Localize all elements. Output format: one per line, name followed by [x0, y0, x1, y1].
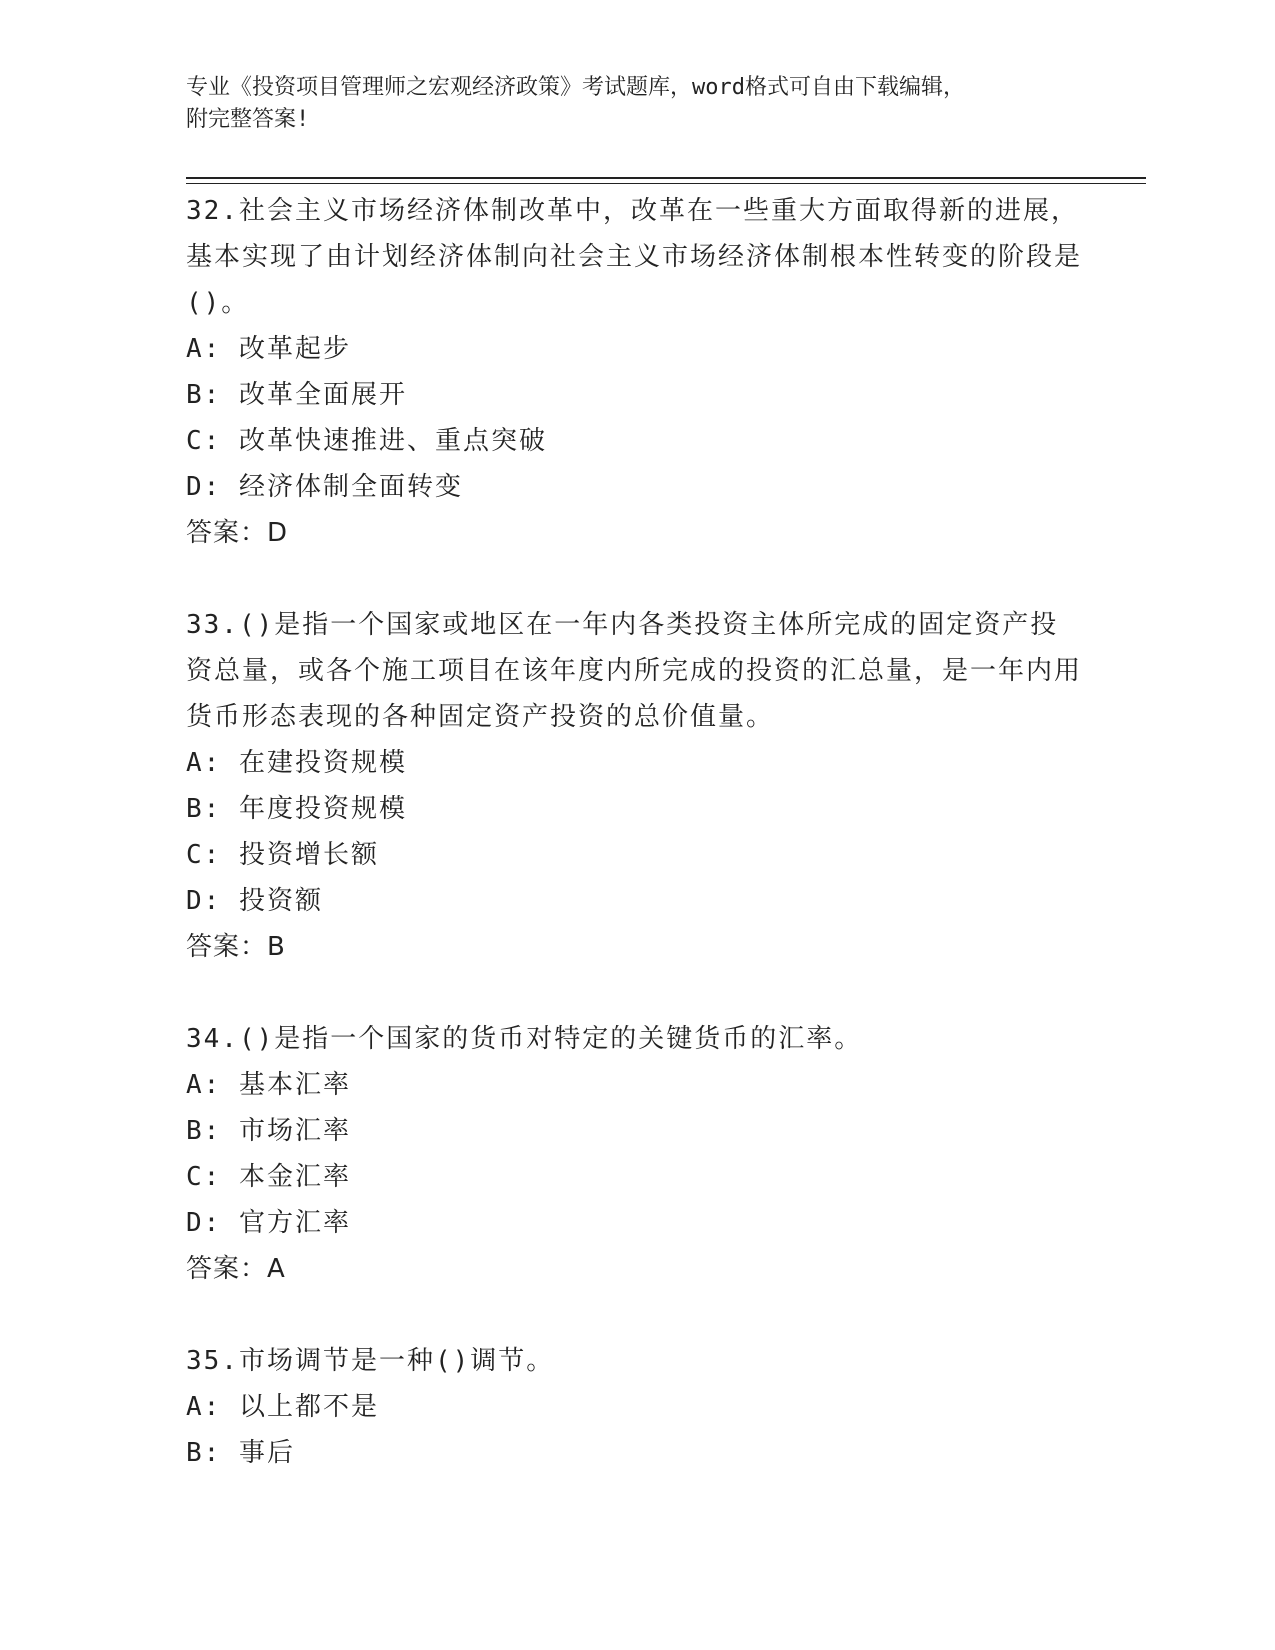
header-line-2: 附完整答案!	[186, 107, 310, 132]
option-a: A: 在建投资规模	[186, 748, 407, 778]
option-b: B: 市场汇率	[186, 1116, 351, 1146]
option-a: A: 基本汇率	[186, 1070, 351, 1100]
answer: 答案：A	[186, 1254, 286, 1284]
option-d: D: 官方汇率	[186, 1208, 351, 1238]
document-header	[186, 72, 1086, 136]
option-b: B: 改革全面展开	[186, 380, 407, 410]
question-text: 32.社会主义市场经济体制改革中，改革在一些重大方面取得新的进展，基本实现了由计划经济体制向社会主义市场经济体制根本性转变的阶段是()。	[186, 196, 1083, 318]
option-c: C: 改革快速推进、重点突破	[186, 426, 547, 456]
option-a: A: 改革起步	[186, 334, 351, 364]
question-text: 33.()是指一个国家或地区在一年内各类投资主体所完成的固定资产投资总量，或各个施工项目在该年度内所完成的投资的汇总量，是一年内用货币形态表现的各种固定资产投资的总价值量。	[186, 610, 1083, 732]
option-d: D: 投资额	[186, 886, 323, 916]
question-34	[186, 1016, 1086, 1292]
option-c: C: 本金汇率	[186, 1162, 351, 1192]
option-a: A: 以上都不是	[186, 1392, 379, 1422]
header-line-1: 专业《投资项目管理师之宏观经济政策》考试题库，word格式可自由下载编辑，	[186, 75, 965, 100]
question-32	[186, 188, 1086, 556]
option-b: B: 年度投资规模	[186, 794, 407, 824]
answer: 答案：B	[186, 932, 286, 962]
question-33	[186, 602, 1086, 970]
answer: 答案：D	[186, 518, 289, 548]
header-divider-thin	[186, 183, 1146, 184]
option-c: C: 投资增长额	[186, 840, 379, 870]
question-text: 35.市场调节是一种()调节。	[186, 1346, 555, 1376]
question-text: 34.()是指一个国家的货币对特定的关键货币的汇率。	[186, 1024, 863, 1054]
header-divider-thick	[186, 177, 1146, 179]
question-35	[186, 1338, 1086, 1476]
option-d: D: 经济体制全面转变	[186, 472, 463, 502]
question-list	[186, 188, 1086, 1476]
option-b: B: 事后	[186, 1438, 295, 1468]
